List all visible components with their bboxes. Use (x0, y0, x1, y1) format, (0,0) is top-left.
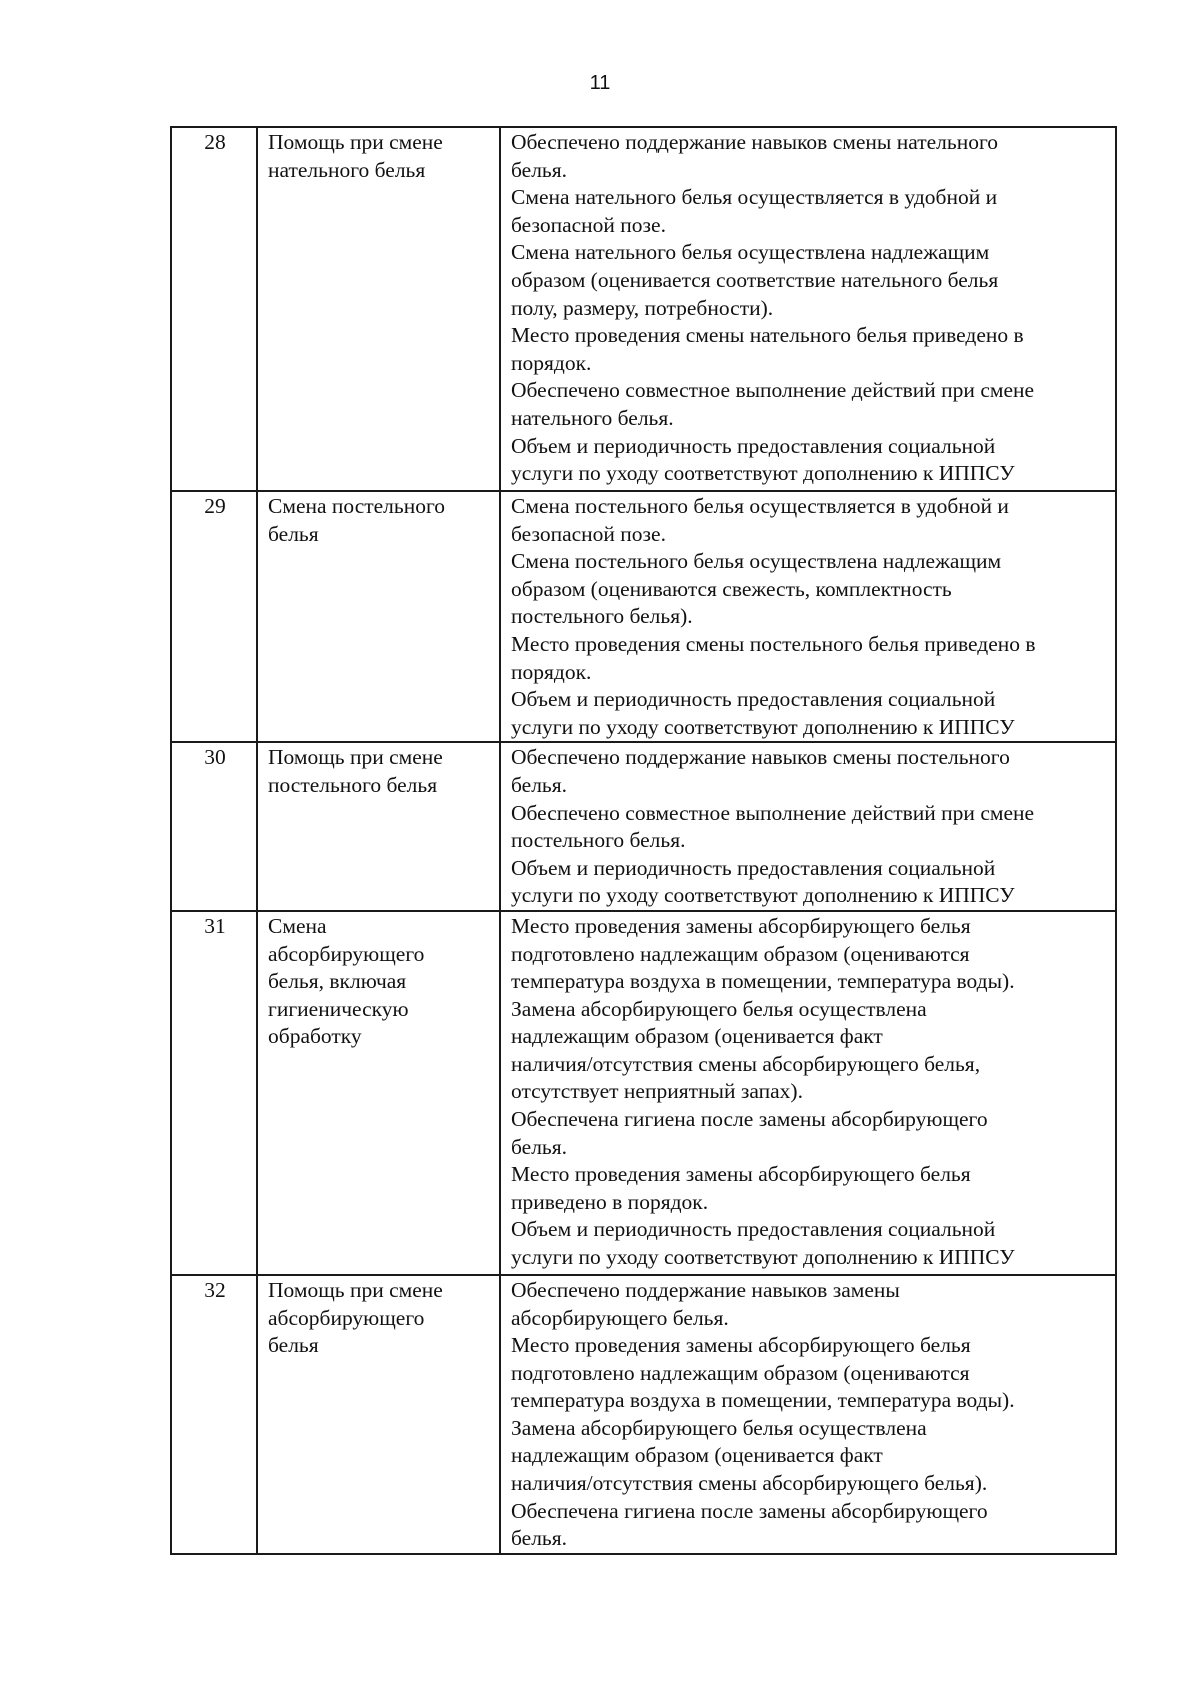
quality-criteria-line: Смена нательного белья осуществлена надлежащим (511, 240, 990, 265)
table-row (171, 491, 1116, 742)
quality-criteria-line: безопасной позе. (511, 212, 666, 237)
quality-criteria-line: Место проведения замены абсорбирующего белья (511, 913, 971, 938)
quality-criteria-line: отсутствует неприятный запах). (511, 1079, 803, 1104)
quality-criteria-line: подготовлено надлежащим образом (оцениваются (511, 1360, 970, 1385)
quality-criteria-line: Объем и периодичность предоставления социальной (511, 687, 996, 712)
quality-criteria-line: приведено в порядок. (511, 1189, 709, 1214)
quality-criteria-line: Место проведения замены абсорбирующего белья (511, 1333, 971, 1358)
quality-criteria-line: температура воздуха в помещении, температура воды). (511, 969, 1015, 994)
page-number: 11 (589, 72, 611, 94)
table-body (171, 127, 1116, 1554)
quality-criteria-line: Обеспечено совместное выполнение действий при смене (511, 800, 1035, 825)
quality-criteria-line: белья. (511, 772, 567, 797)
service-name-line: Помощь при смене (268, 130, 443, 154)
quality-criteria-line: Место проведения замены абсорбирующего белья (511, 1162, 971, 1187)
quality-criteria-line: услуги по уходу соответствуют дополнению к ИППСУ (511, 461, 1015, 486)
service-name-cell (257, 491, 500, 742)
row-number: 30 (171, 742, 257, 911)
quality-criteria-line: постельного белья). (511, 604, 693, 629)
service-name-line: обработку (268, 1024, 362, 1049)
quality-criteria-line: услуги по уходу соответствуют дополнению к ИППСУ (511, 1245, 1015, 1270)
quality-criteria-cell (500, 491, 1116, 742)
quality-criteria-line: абсорбирующего белья. (511, 1305, 729, 1330)
service-name-line: белья, включая (268, 969, 407, 994)
service-name-line: постельного белья (268, 772, 438, 797)
quality-criteria-line: Место проведения смены нательного белья приведено в (511, 323, 1024, 348)
quality-criteria-line: Обеспечено поддержание навыков смены нательного (511, 130, 998, 154)
service-name-line: белья (268, 1333, 319, 1358)
row-number: 29 (171, 491, 257, 742)
service-name-line: Смена (268, 913, 327, 938)
quality-criteria-line: наличия/отсутствия смены абсорбирующего белья). (511, 1471, 988, 1496)
quality-criteria-line: Смена нательного белья осуществляется в удобной и (511, 185, 998, 210)
quality-criteria-cell (500, 911, 1116, 1275)
quality-criteria-line: Объем и периодичность предоставления социальной (511, 433, 996, 458)
row-number: 32 (171, 1275, 257, 1554)
quality-criteria-line: порядок. (511, 350, 592, 375)
quality-criteria-line: Обеспечено поддержание навыков замены (511, 1277, 900, 1302)
quality-criteria-line: постельного белья. (511, 828, 686, 853)
quality-criteria-line: надлежащим образом (оценивается факт (511, 1443, 883, 1468)
quality-criteria-line: подготовлено надлежащим образом (оцениваются (511, 941, 970, 966)
quality-criteria-line: полу, размеру, потребности). (511, 295, 774, 320)
service-name-cell (257, 911, 500, 1275)
service-name-line: нательного белья (268, 157, 426, 182)
quality-criteria-cell (500, 127, 1116, 491)
quality-criteria-line: белья. (511, 1526, 567, 1551)
quality-criteria-line: Смена постельного белья осуществляется в удобной и (511, 494, 1009, 518)
quality-criteria-line: Замена абсорбирующего белья осуществлена (511, 996, 927, 1021)
quality-criteria-line: услуги по уходу соответствуют дополнению к ИППСУ (511, 714, 1015, 739)
table-row (171, 742, 1116, 911)
quality-criteria-line: порядок. (511, 659, 592, 684)
quality-criteria-line: надлежащим образом (оценивается факт (511, 1024, 883, 1049)
quality-criteria-line: безопасной позе. (511, 521, 666, 546)
quality-criteria-line: образом (оценивается соответствие нательного белья (511, 267, 999, 292)
quality-criteria-line: белья. (511, 157, 567, 182)
service-name-line: Помощь при смене (268, 745, 443, 770)
service-name-line: абсорбирующего (268, 941, 425, 966)
quality-criteria-line: температура воздуха в помещении, температура воды). (511, 1388, 1015, 1413)
service-name-line: гигиеническую (268, 996, 409, 1021)
table-row (171, 1275, 1116, 1554)
quality-criteria-line: Смена постельного белья осуществлена надлежащим (511, 549, 1002, 574)
row-number: 31 (171, 911, 257, 1275)
service-name-line: Помощь при смене (268, 1277, 443, 1302)
service-name-cell (257, 742, 500, 911)
quality-criteria-line: Объем и периодичность предоставления социальной (511, 855, 996, 880)
quality-criteria-line: Замена абсорбирующего белья осуществлена (511, 1415, 927, 1440)
service-name-cell (257, 1275, 500, 1554)
quality-criteria-line: белья. (511, 1134, 567, 1159)
service-name-cell (257, 127, 500, 491)
services-table (170, 126, 1117, 1555)
quality-criteria-cell (500, 1275, 1116, 1554)
quality-criteria-line: образом (оцениваются свежесть, комплектность (511, 576, 952, 601)
quality-criteria-line: Объем и периодичность предоставления социальной (511, 1217, 996, 1242)
quality-criteria-cell (500, 742, 1116, 911)
table-row (171, 127, 1116, 491)
quality-criteria-line: услуги по уходу соответствуют дополнению к ИППСУ (511, 883, 1015, 908)
quality-criteria-line: наличия/отсутствия смены абсорбирующего белья, (511, 1051, 981, 1076)
quality-criteria-line: Обеспечена гигиена после замены абсорбирующего (511, 1107, 988, 1132)
quality-criteria-line: нательного белья. (511, 405, 674, 430)
row-number: 28 (171, 127, 257, 491)
service-name-line: Смена постельного (268, 494, 446, 518)
table-row (171, 911, 1116, 1275)
quality-criteria-line: Обеспечено совместное выполнение действий при смене (511, 378, 1035, 403)
service-name-line: белья (268, 521, 319, 546)
quality-criteria-line: Обеспечена гигиена после замены абсорбирующего (511, 1498, 988, 1523)
quality-criteria-line: Обеспечено поддержание навыков смены постельного (511, 745, 1010, 770)
quality-criteria-line: Место проведения смены постельного белья приведено в (511, 631, 1036, 656)
service-name-line: абсорбирующего (268, 1305, 425, 1330)
